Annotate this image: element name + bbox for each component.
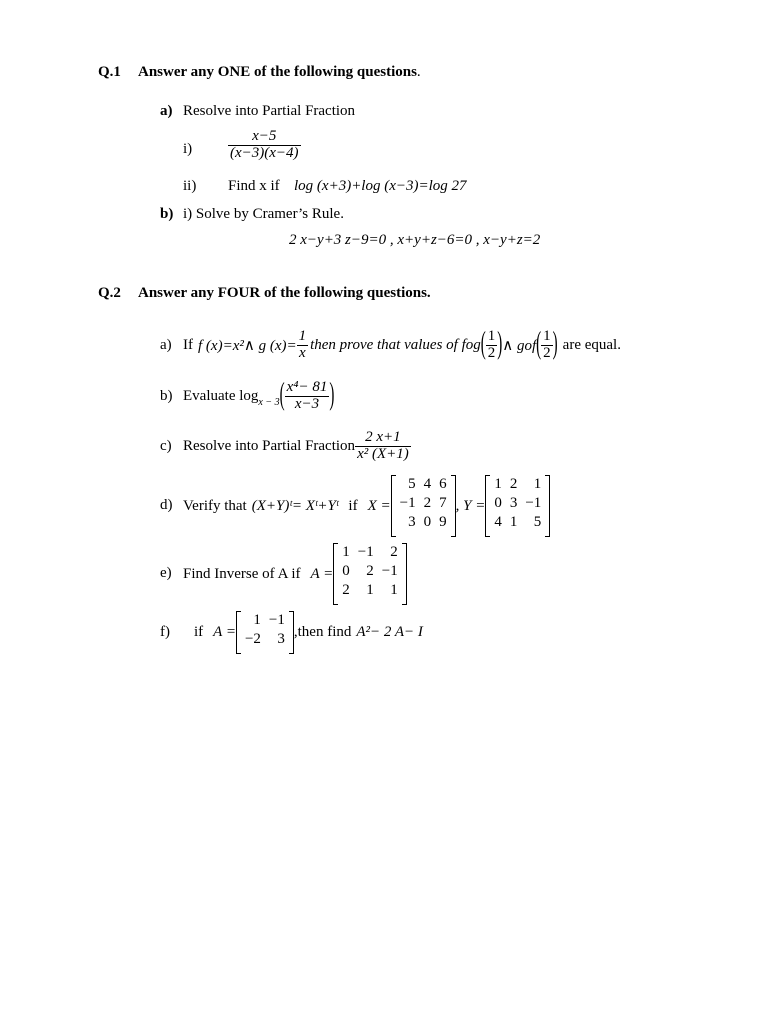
q1-heading-text: Answer any ONE of the following questions <box>138 64 417 80</box>
q2-b-frac-den: x−3 <box>285 396 330 413</box>
q2-f-label: f) <box>160 624 170 640</box>
q1-ii-text: Find x if <box>228 178 280 194</box>
q2-b-paren-open: ( <box>279 378 285 412</box>
matrix-y-cell: 3 <box>509 495 518 511</box>
q2-a-frac-num: 1 <box>298 327 307 344</box>
q2-a-half-1-num: 1 <box>487 327 496 344</box>
matrix-a-inverse-row <box>338 581 401 600</box>
matrix-a-cell: 3 <box>277 630 285 647</box>
q1-i-fraction <box>228 129 301 162</box>
matrix-y-cell: −1 <box>525 495 542 511</box>
q2-d-y: , Y = <box>455 497 486 514</box>
matrix-y-cell: 4 <box>494 514 502 530</box>
q2-d-label: d) <box>160 497 173 513</box>
q2-a-paren-close-1: ) <box>497 327 503 361</box>
matrix-a-inverse-cell: 1 <box>342 544 350 560</box>
q1-i-denominator: (x−3)(x−4) <box>230 144 299 161</box>
q2-f-matrix <box>236 611 294 654</box>
q2-a-half-1 <box>486 329 498 362</box>
matrix-a-inverse-cell: −1 <box>357 544 374 560</box>
q2-e-text: Find Inverse of A if <box>183 565 301 582</box>
q1-ii-label: ii) <box>183 178 197 194</box>
matrix-x-cell: 3 <box>408 514 416 530</box>
q1-heading-period: . <box>416 64 421 80</box>
q2-a-frac <box>297 329 309 362</box>
q2-a-label: a) <box>160 337 172 353</box>
q2-e-a: A = <box>310 565 334 582</box>
q2-f-if: if <box>194 623 204 640</box>
q1-a-label: a) <box>160 103 173 119</box>
q1-a-text: Resolve into Partial Fraction <box>183 103 356 119</box>
q2-c-frac-den: x² (X+1) <box>357 445 409 462</box>
matrix-a-inverse-row <box>338 543 401 562</box>
matrix-y-cell: 0 <box>494 495 502 511</box>
matrix-x-cell: 0 <box>423 514 432 530</box>
matrix-a-inverse-cell: 2 <box>390 544 398 560</box>
q2-a-half-2-den: 2 <box>543 344 551 361</box>
matrix-x-row <box>396 494 451 513</box>
matrix-x-cell: 5 <box>408 476 416 492</box>
q2-c-label: c) <box>160 438 172 454</box>
q1-b-text: i) Solve by Cramer’s Rule. <box>183 206 344 222</box>
matrix-x-cell: −1 <box>399 495 416 511</box>
q1-number: Q.1 <box>98 64 121 80</box>
q2-b-frac <box>285 380 330 413</box>
q2-d-matrix-x <box>391 475 456 537</box>
q2-d-if: if <box>348 497 358 514</box>
matrix-a-inverse-cell: 0 <box>342 563 350 579</box>
q2-a-and: ∧ gof <box>502 337 537 354</box>
matrix-a-cell: −2 <box>244 630 261 647</box>
q2-f-then: ,then find <box>293 623 352 640</box>
q2-b-row: Evaluate log x − 3 ( $\frac{\text{x⁴− 81}}{x-3}$ ) <box>183 378 335 412</box>
q1-b-equation: 2 x−y+3 z−9=0 , x+y+z−6=0 , x−y+z=2 <box>289 232 541 248</box>
q2-d-text: Verify that <box>183 497 247 514</box>
q2-f-row <box>194 611 423 653</box>
matrix-a-row <box>241 611 289 630</box>
matrix-y-cell: 1 <box>509 514 518 530</box>
q2-a-end: are equal. <box>562 336 621 353</box>
q2-a-if: If <box>183 336 193 353</box>
matrix-x-cell: 2 <box>423 495 432 511</box>
q2-a-half-1-den: 2 <box>487 344 496 361</box>
q1-b-label: b) <box>160 206 174 222</box>
matrix-a-row <box>241 630 289 649</box>
q2-d-expr: (X+Y)ᵗ= Xᵗ+Yᵗ <box>251 497 339 514</box>
matrix-x-row <box>396 475 451 494</box>
q2-f-expr: A²− 2 A− I <box>356 623 423 640</box>
q2-a-frac-den: x <box>297 345 309 362</box>
q2-heading: Answer any FOUR of the following questions. <box>138 285 431 301</box>
q2-d-row <box>183 476 550 536</box>
q2-a-half-2-num: 1 <box>543 327 551 344</box>
matrix-x-cell: 9 <box>439 514 447 530</box>
q2-a-row <box>183 324 621 366</box>
q2-a-paren-open-2: ( <box>536 327 542 361</box>
matrix-x-row <box>396 513 451 532</box>
matrix-x-cell: 6 <box>439 476 447 492</box>
q2-b-frac-num: x⁴− 81 <box>286 378 328 395</box>
q2-number: Q.2 <box>98 285 121 301</box>
matrix-y-cell: 1 <box>494 476 502 492</box>
matrix-a-inverse-cell: 2 <box>342 582 350 598</box>
q2-c-frac-num: 2 x+1 <box>365 428 401 445</box>
q2-c-frac <box>355 430 411 463</box>
matrix-y-cell: 5 <box>533 514 542 530</box>
q2-b-paren-close: ) <box>329 378 335 412</box>
q2-a-paren-open-1: ( <box>480 327 486 361</box>
matrix-y-cell: 1 <box>533 476 542 492</box>
q2-a-paren-close-2: ) <box>552 327 558 361</box>
q2-a-mid: then prove that values of fog <box>310 336 481 353</box>
q2-e-label: e) <box>160 565 172 581</box>
matrix-a-inverse-row <box>338 562 401 581</box>
matrix-x-cell: 7 <box>439 495 447 511</box>
matrix-x-cell: 4 <box>423 476 432 492</box>
q2-d-x: X = <box>367 497 391 514</box>
matrix-a-inverse-cell: −1 <box>381 563 398 579</box>
matrix-y-row <box>490 494 545 513</box>
q2-e-row <box>183 544 407 604</box>
q2-e-matrix <box>333 543 406 605</box>
q2-a-half-2 <box>541 329 553 362</box>
q1-i-frac <box>228 129 301 162</box>
matrix-y-row <box>490 475 545 494</box>
q2-b-label: b) <box>160 388 173 404</box>
matrix-y-row <box>490 513 545 532</box>
q2-c-text: Resolve into Partial Fraction <box>183 437 356 454</box>
matrix-a-inverse-cell: 1 <box>366 582 374 598</box>
matrix-a-cell: 1 <box>253 611 261 628</box>
q1-ii-expression: log (x+3)+log (x−3)=log 27 <box>294 178 467 194</box>
q2-d-matrix-y <box>485 475 550 537</box>
matrix-a-inverse-cell: 2 <box>366 563 374 579</box>
matrix-y-cell: 2 <box>509 476 518 492</box>
matrix-a-cell: −1 <box>268 611 285 628</box>
q2-f-a: A = <box>213 623 236 640</box>
q2-b-text: Evaluate log <box>183 387 259 404</box>
matrix-a-inverse-cell: 1 <box>390 582 398 598</box>
q2-a-expr1: f (x)=x²∧ g (x)= <box>198 337 297 354</box>
q1-i-label: i) <box>183 141 193 157</box>
q1-i-numerator: x−5 <box>252 128 277 144</box>
q1-heading <box>138 64 421 81</box>
q2-c-row <box>183 426 411 466</box>
